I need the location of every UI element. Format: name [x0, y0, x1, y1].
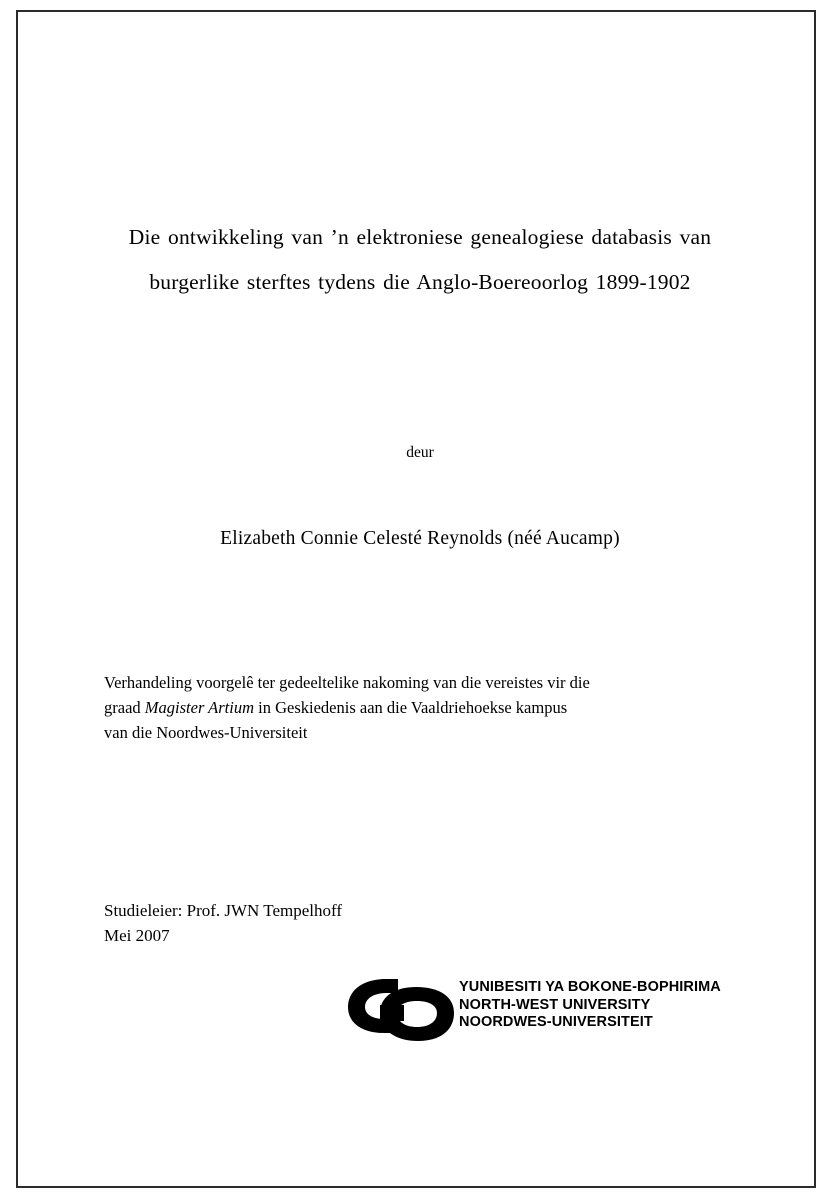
logo-text-line-3: NOORDWES-UNIVERSITEIT	[459, 1014, 653, 1030]
nwu-logo-mark-icon	[346, 977, 456, 1043]
logo-text-line-1: YUNIBESITI YA BOKONE-BOPHIRIMA	[459, 979, 721, 995]
statement-line-3: van die Noordwes-Universiteit	[104, 723, 308, 742]
statement-line-2	[104, 695, 728, 720]
statement-line-2-pre: graad	[104, 698, 145, 717]
statement-line-2-post: in Geskiedenis aan die Vaaldriehoekse kampus	[254, 698, 568, 717]
author-name: Elizabeth Connie Celesté Reynolds (néé Aucamp)	[220, 528, 620, 549]
logo-text-line-2: NORTH-WEST UNIVERSITY	[459, 996, 651, 1013]
byline-label: deur	[406, 444, 434, 461]
page-title	[104, 215, 736, 305]
supervisor-name: Studieleier: Prof. JWN Tempelhoff	[104, 901, 343, 920]
university-logo-text	[459, 979, 721, 1032]
degree-name: Magister Artium	[144, 698, 255, 717]
title-line-2: burgerlike sterftes tydens die Anglo-Boereoorlog 1899-1902	[149, 270, 691, 294]
page-content	[96, 10, 744, 1188]
degree-statement	[104, 670, 728, 745]
university-logo	[246, 975, 721, 1045]
submission-date: Mei 2007	[104, 926, 170, 945]
supervisor-block	[104, 898, 604, 948]
title-line-1: Die ontwikkeling van ’n elektroniese genealogiese databasis van	[128, 225, 712, 249]
statement-line-1: Verhandeling voorgelê ter gedeeltelike nakoming van die vereistes vir die	[104, 673, 590, 692]
